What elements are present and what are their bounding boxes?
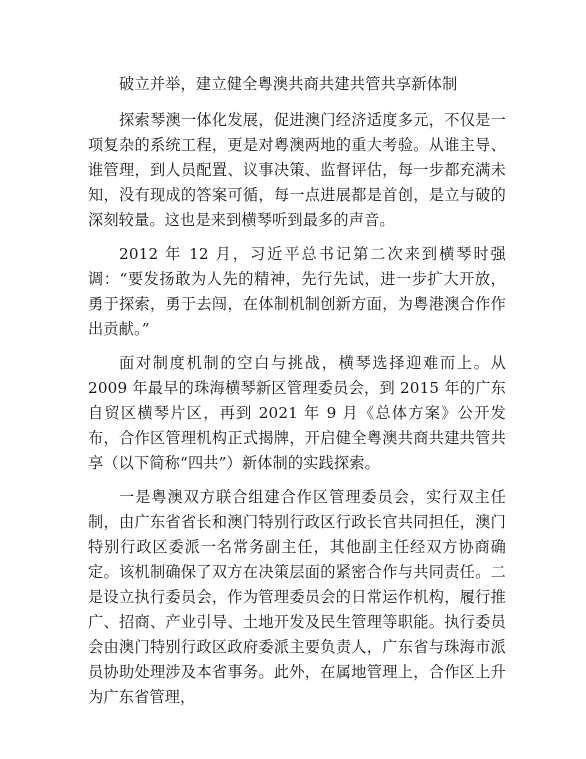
paragraph-institutional-evolution: 面对制度机制的空白与挑战，横琴选择迎难而上。从 2009 年最早的珠海横琴新区管理委员会，到 2015 年的广东自贸区横琴片区，再到 2021 年 9 月《总体方案》公开发布，合作区管理机构正式揭牌，开启健全粤澳共商共建共管共享（以下简称“四共”）新体制的实践探索。 (88, 354, 506, 472)
paragraph-governance-structure: 一是粤澳双方联合组建合作区管理委员会，实行双主任制，由广东省省长和澳门特别行政区行政长官共同担任，澳门特别行政区委派一名常务副主任，其他副主任经双方协商确定。该机制确保了双方在决策层面的紧密合作与共同责任。二是设立执行委员会，作为管理委员会的日常运作机构，履行推广、招商、产业引导、土地开发及民生管理等职能。执行委员会由澳门特别行政区政府委派主要负责人，广东省与珠海市派员协助处理涉及本省事务。此外，在属地管理上，合作区上升为广东省管理， (88, 488, 506, 706)
paragraph-2012-quote: 2012 年 12 月，习近平总书记第二次来到横琴时强调：“要发扬敢为人先的精神，先行先试，进一步扩大开放，勇于探索，勇于去闯，在体制机制创新方面，为粤港澳合作作出贡献。” (88, 245, 506, 338)
paragraph-exploration: 探索琴澳一体化发展，促进澳门经济适度多元，不仅是一项复杂的系统工程，更是对粤澳两地的重大考验。从谁主导、谁管理，到人员配置、议事决策、监督评估，每一步都充满未知，没有现成的答案可循，每一点进展都是首创，是立与破的深刻较量。这也是来到横琴听到最多的声音。 (88, 111, 506, 229)
document-page (88, 72, 506, 719)
section-heading: 破立并举，建立健全粤澳共商共建共管共享新体制 (119, 75, 458, 93)
